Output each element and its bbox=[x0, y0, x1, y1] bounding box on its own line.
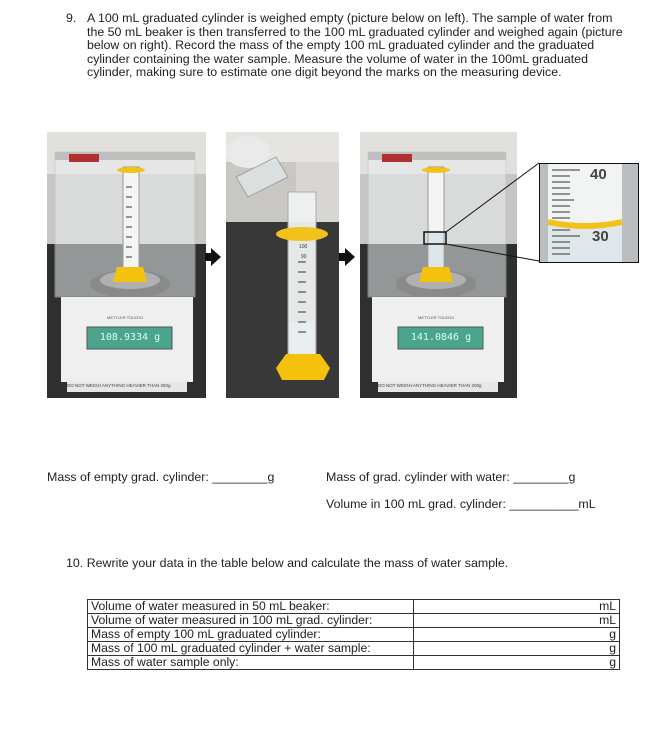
question-9-text: A 100 mL graduated cylinder is weighed empty (picture below on left). The sample of water from the 50 mL beaker is then transferred to the 100 mL graduated cylinder and weighed again (picture below on right). Record the mass of the empty 100 mL graduated cylinder and the graduated cylinder containing the water sample. Measure the volume of water in the 100mL graduated cylinder, making sure to estimate one digit beyond the marks on the measuring device. bbox=[87, 11, 623, 80]
data-table bbox=[87, 599, 620, 670]
row-unit: g bbox=[609, 641, 616, 655]
row-answer-cell[interactable] bbox=[414, 628, 620, 642]
meniscus-illustration bbox=[540, 164, 638, 262]
table-row bbox=[88, 656, 620, 670]
empty-mass-row bbox=[47, 470, 274, 484]
table-row bbox=[88, 614, 620, 628]
with-water-mass-row bbox=[326, 470, 575, 484]
question-9-number: 9. bbox=[66, 11, 77, 25]
volume-row bbox=[326, 497, 596, 511]
row-answer-cell[interactable] bbox=[414, 600, 620, 614]
row-unit: mL bbox=[599, 599, 616, 613]
zoom-mark-40: 40 bbox=[590, 166, 607, 183]
cylinder-mark-100: 100 bbox=[299, 244, 308, 250]
row-answer-cell[interactable] bbox=[414, 614, 620, 628]
row-label: Mass of 100 mL graduated cylinder + water sample: bbox=[88, 642, 414, 656]
balance-brand: METTLER TOLEDO bbox=[107, 315, 144, 320]
empty-mass-label: Mass of empty grad. cylinder: bbox=[47, 470, 209, 484]
volume-unit: mL bbox=[578, 497, 596, 511]
empty-mass-blank[interactable]: ________ bbox=[212, 470, 268, 484]
table-row bbox=[88, 628, 620, 642]
row-unit: g bbox=[609, 627, 616, 641]
volume-label: Volume in 100 mL grad. cylinder: bbox=[326, 497, 506, 511]
empty-mass-unit: g bbox=[267, 470, 275, 484]
row-label: Mass of water sample only: bbox=[88, 656, 414, 670]
row-answer-cell[interactable] bbox=[414, 656, 620, 670]
row-label: Volume of water measured in 50 mL beaker: bbox=[88, 600, 414, 614]
row-unit: g bbox=[609, 655, 616, 669]
balance-display-with-water: 141.0846 g bbox=[410, 332, 472, 343]
row-answer-cell[interactable] bbox=[414, 642, 620, 656]
cylinder-mark-90: 90 bbox=[301, 254, 307, 260]
row-label: Volume of water measured in 100 mL grad. cylinder: bbox=[88, 614, 414, 628]
row-unit: mL bbox=[599, 613, 616, 627]
with-water-mass-unit: g bbox=[568, 470, 576, 484]
question-10-number: 10. bbox=[66, 556, 84, 570]
table-row bbox=[88, 642, 620, 656]
table-row bbox=[88, 600, 620, 614]
with-water-mass-label: Mass of grad. cylinder with water: bbox=[326, 470, 510, 484]
balance-warning: DO NOT WEIGH ANYTHING HEAVIER THAN 200g bbox=[378, 383, 482, 388]
volume-blank[interactable]: __________ bbox=[509, 497, 579, 511]
balance-display-empty: 108.9334 g bbox=[99, 332, 161, 343]
question-10 bbox=[66, 556, 508, 570]
zoom-mark-30: 30 bbox=[592, 228, 609, 245]
row-label: Mass of empty 100 mL graduated cylinder: bbox=[88, 628, 414, 642]
question-10-text: Rewrite your data in the table below and calculate the mass of water sample. bbox=[86, 556, 509, 570]
balance-warning: DO NOT WEIGH ANYTHING HEAVIER THAN 250g bbox=[67, 383, 171, 388]
zoom-meniscus-inset bbox=[539, 163, 639, 263]
with-water-mass-blank[interactable]: ________ bbox=[513, 470, 569, 484]
balance-brand: METTLER TOLEDO bbox=[418, 315, 455, 320]
